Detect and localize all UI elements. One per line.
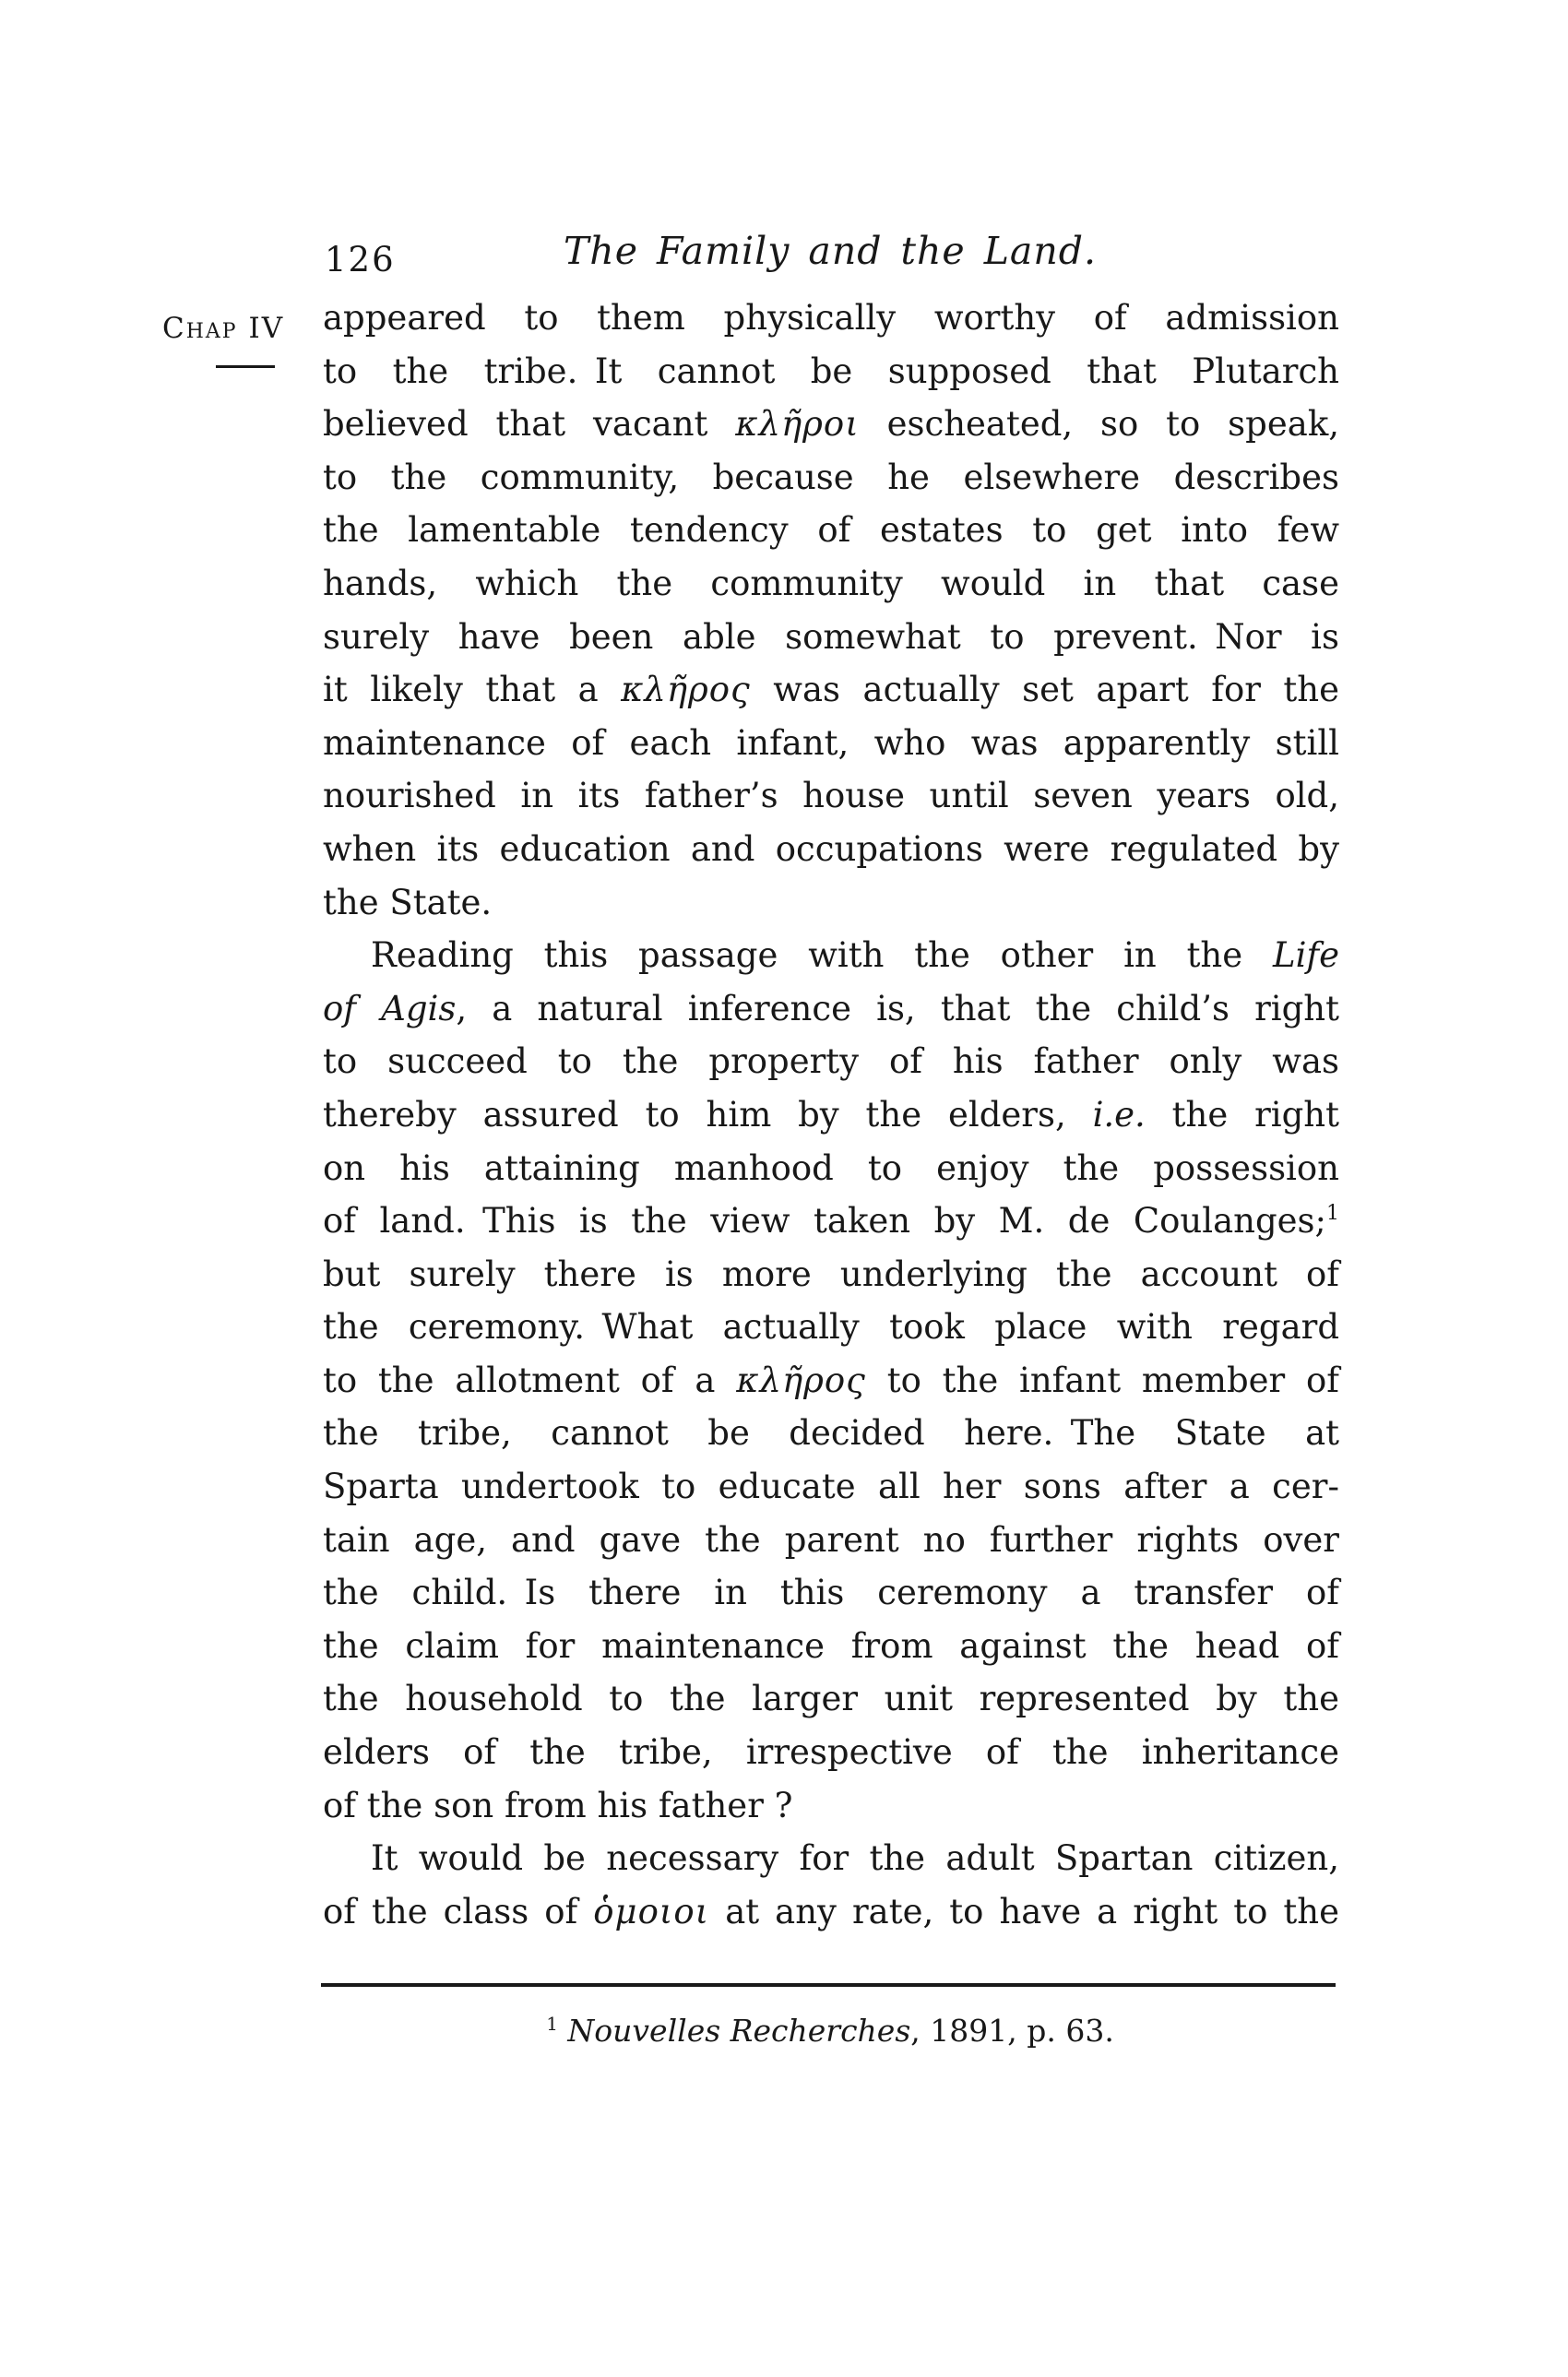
text-segment: Reading this passage with the other in the	[371, 935, 1273, 976]
text-segment: to the tribe. It cannot be supposed that Plutarch	[323, 351, 1339, 391]
footnote-ref: 1	[1326, 1202, 1339, 1226]
page-number: 126	[325, 240, 396, 279]
text-segment: ὁμοιοι	[593, 1891, 710, 1931]
text-line	[323, 1301, 1339, 1354]
text-line	[323, 1142, 1339, 1195]
text-line	[323, 1407, 1339, 1460]
text-segment: of the son from his father ?	[323, 1785, 793, 1825]
text-segment: believed that vacant	[323, 404, 736, 445]
text-segment: surely have been able somewhat to prevent. Nor is	[323, 616, 1339, 657]
text-segment: to the community, because he elsewhere describes	[323, 457, 1339, 497]
text-segment: to succeed to the property of his father only was	[323, 1041, 1339, 1082]
text-line	[323, 1779, 1339, 1833]
text-segment: nourished in its father’s house until seven years old,	[323, 776, 1339, 816]
text-segment: κλῆρος	[736, 1360, 866, 1400]
text-segment: to the allotment of a	[323, 1360, 737, 1400]
text-line	[323, 611, 1339, 664]
text-segment: it likely that a	[323, 670, 622, 710]
text-line	[323, 1620, 1339, 1673]
text-line	[323, 876, 1339, 930]
text-segment: was actually set apart for the	[750, 670, 1340, 710]
text-segment: maintenance of each infant, who was apparently still	[323, 722, 1339, 763]
text-segment: elders of the tribe, irrespective of the inheritance	[323, 1732, 1339, 1773]
text-segment: appeared to them physically worthy of admission	[323, 298, 1339, 338]
text-line	[323, 663, 1339, 717]
text-segment: Sparta undertook to educate all her sons after a cer-	[323, 1467, 1339, 1507]
text-line	[323, 982, 1339, 1036]
text-segment: κλῆρος	[621, 670, 751, 710]
text-line	[323, 1832, 1339, 1885]
text-line	[323, 1088, 1339, 1142]
text-segment: , a natural inference is, that the child’s right	[456, 988, 1339, 1028]
text-segment: hands, which the community would in that case	[323, 563, 1339, 603]
text-line	[323, 929, 1339, 982]
text-line	[323, 1460, 1339, 1514]
text-segment: of the class of	[323, 1891, 594, 1931]
margin-note-rule	[216, 365, 275, 368]
text-segment: the claim for maintenance from against the head of	[323, 1625, 1339, 1666]
text-segment: but surely there is more underlying the account of	[323, 1254, 1339, 1294]
text-segment: the right	[1145, 1094, 1339, 1135]
body-text	[323, 291, 1339, 1938]
text-line	[323, 345, 1339, 398]
running-title: The Family and the Land.	[563, 229, 1098, 273]
text-line	[323, 769, 1339, 823]
text-line	[323, 557, 1339, 611]
text-segment: of land. This is the view taken by M. de Coulanges;	[323, 1201, 1326, 1242]
text-segment: the ceremony. What actually took place with regard	[323, 1307, 1339, 1348]
text-segment: the State.	[323, 882, 493, 922]
text-segment: the household to the larger unit represented by the	[323, 1679, 1339, 1719]
chapter-margin-note	[162, 312, 319, 345]
text-segment: i.e.	[1092, 1094, 1146, 1135]
text-line	[323, 291, 1339, 345]
text-line	[323, 1354, 1339, 1408]
footnote	[323, 2013, 1337, 2049]
text-line	[323, 1194, 1339, 1248]
text-segment: the lamentable tendency of estates to get into few	[323, 510, 1339, 551]
text-line	[323, 398, 1339, 451]
chapter-label: Chap IV	[162, 312, 285, 345]
text-segment: to the infant member of	[865, 1360, 1340, 1400]
footnote-ref: 1	[546, 2013, 558, 2035]
text-segment: tain age, and gave the parent no further rights over	[323, 1519, 1339, 1560]
text-segment: the tribe, cannot be decided here. The State at	[323, 1413, 1339, 1454]
text-line	[323, 504, 1339, 557]
text-segment: thereby assured to him by the elders,	[323, 1094, 1093, 1135]
text-segment: escheated, so to speak,	[859, 404, 1339, 445]
text-segment	[558, 2013, 568, 2049]
text-segment: at any rate, to have a right to the	[709, 1891, 1339, 1931]
text-line	[323, 1672, 1339, 1726]
text-line	[323, 1885, 1339, 1939]
text-line	[323, 451, 1339, 505]
text-segment: κλῆροι	[735, 404, 860, 445]
text-segment: on his attaining manhood to enjoy the possession	[323, 1147, 1339, 1188]
text-segment: Nouvelles Recherches	[567, 2013, 911, 2049]
text-line	[323, 1035, 1339, 1088]
text-line	[323, 1726, 1339, 1779]
text-line	[323, 823, 1339, 876]
text-line	[323, 1566, 1339, 1620]
text-line	[323, 1514, 1339, 1567]
text-segment: It would be necessary for the adult Spartan citizen,	[371, 1838, 1339, 1879]
text-segment: Life	[1273, 935, 1339, 976]
text-segment: of Agis	[323, 988, 457, 1028]
text-segment: , 1891, p. 63.	[910, 2013, 1114, 2049]
text-line	[323, 1248, 1339, 1301]
footnote-rule	[321, 1983, 1336, 1987]
text-line	[323, 717, 1339, 770]
text-segment: when its education and occupations were regulated by	[323, 828, 1339, 869]
text-segment: the child. Is there in this ceremony a transfer of	[323, 1573, 1339, 1613]
